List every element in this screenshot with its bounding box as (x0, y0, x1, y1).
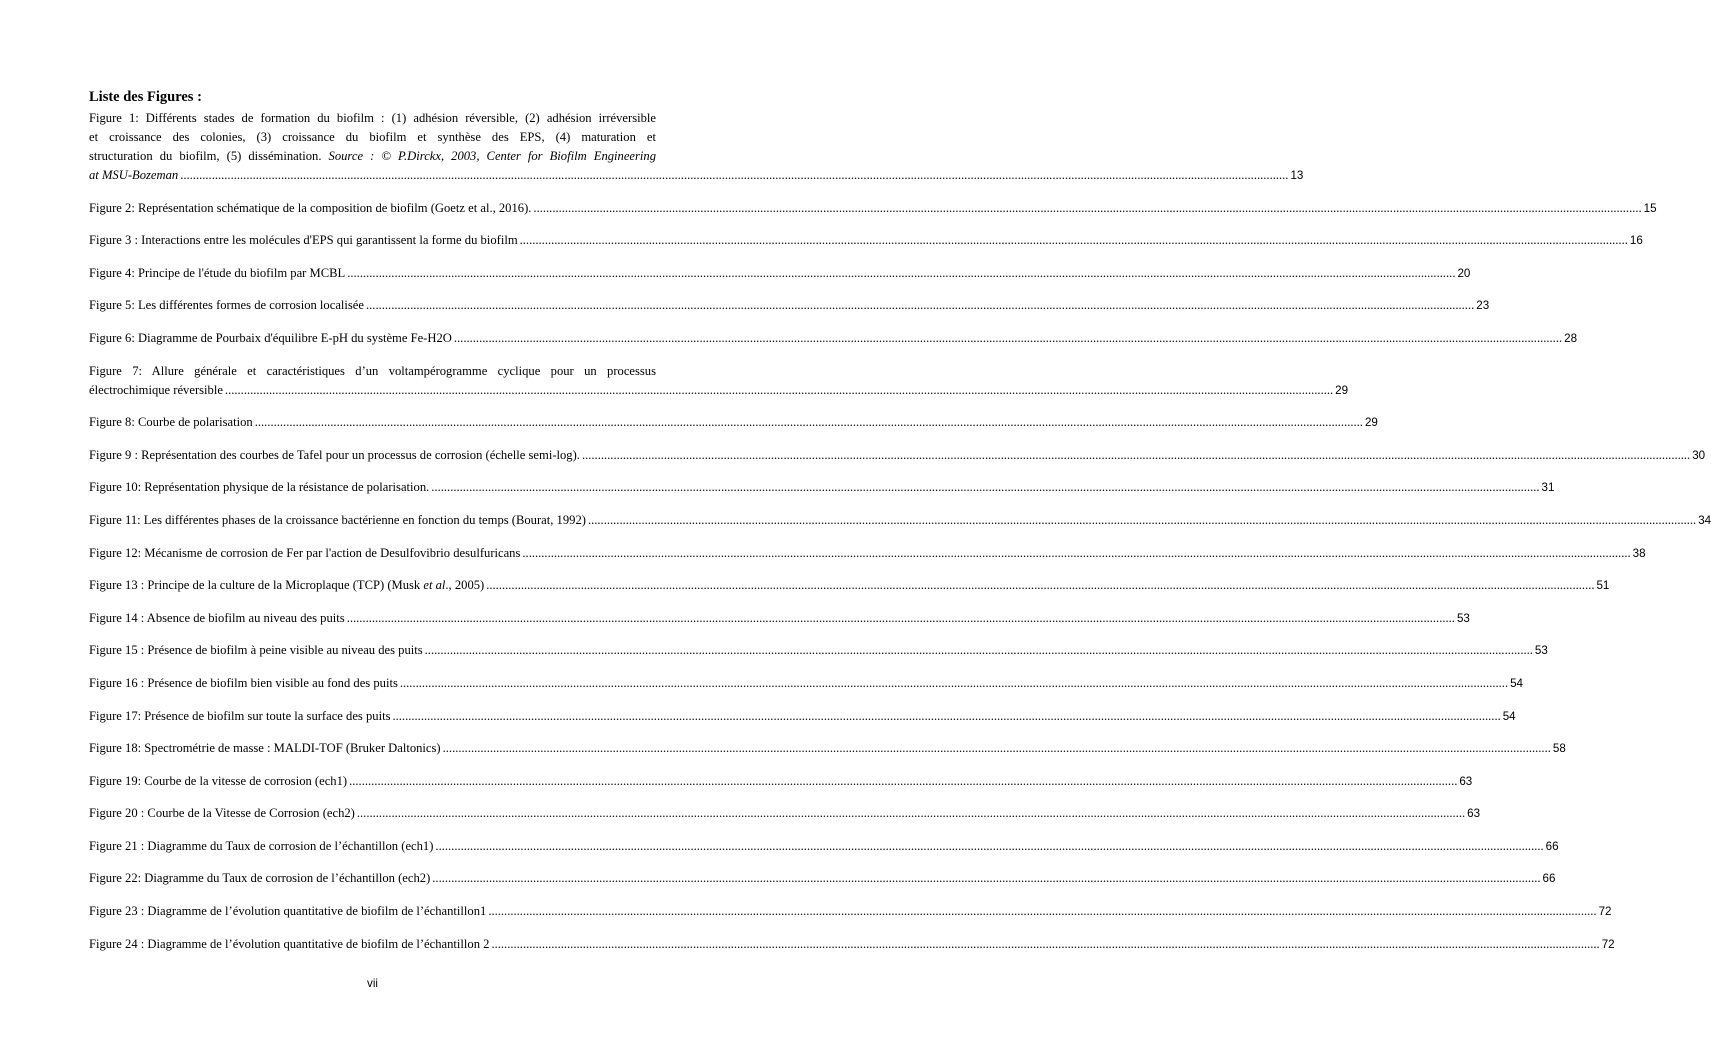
figure-entry-16[interactable] (89, 674, 1523, 693)
figure-entry-11[interactable] (89, 511, 1711, 530)
figure-entry-12[interactable] (89, 544, 1646, 563)
figure-entry-22[interactable] (89, 869, 1556, 888)
figure-entry-text-part: ., 2005) (445, 578, 485, 593)
figure-entry-text: Figure 11: Les différentes phases de la croissance bactérienne en fonction du temps (Bourat, 1992) (89, 512, 586, 527)
page-number: 38 (1632, 546, 1646, 560)
leader-dots (180, 166, 1288, 185)
page-number: 23 (1476, 299, 1490, 313)
figure-entry-line: Figure 7: Allure générale et caractéristiques d’un voltampérogramme cyclique pour un processus (89, 363, 656, 378)
figure-entry-text: Figure 18: Spectrométrie de masse : MALDI-TOF (Bruker Daltonics) (89, 741, 441, 756)
figure-entry-text: Figure 23 : Diagramme de l’évolution quantitative de biofilm de l’échantillon1 (89, 904, 487, 919)
leader-dots (435, 837, 1543, 856)
figure-entry-text: Figure 5: Les différentes formes de corrosion localisée (89, 298, 364, 313)
leader-dots (392, 707, 1500, 726)
figure-entry-19[interactable] (89, 772, 1473, 791)
figure-entry-text: Figure 20 : Courbe de la Vitesse de Corrosion (ech2) (89, 806, 355, 821)
page-number: 53 (1456, 611, 1470, 625)
leader-dots (255, 413, 1363, 432)
figure-entry-text-part: Figure 13 : Principe de la culture de la Microplaque (TCP) (Musk (89, 578, 424, 593)
figure-entry-14[interactable] (89, 609, 1470, 628)
leader-dots (225, 381, 1333, 400)
figure-entry-text (89, 576, 484, 595)
leader-dots (522, 544, 1630, 563)
figure-entry-text: Figure 15 : Présence de biofilm à peine visible au niveau des puits (89, 643, 423, 658)
page-title: Liste des Figures : (89, 89, 202, 105)
figure-entry-source: Source : © P.Dirckx, 2003, Center for Biofilm Engineering (328, 149, 657, 163)
leader-dots (349, 772, 1457, 791)
figure-entry-text: Figure 3 : Interactions entre les molécules d'EPS qui garantissent la forme du biofilm (89, 233, 518, 248)
figure-entry-text: Figure 24 : Diagramme de l’évolution quantitative de biofilm de l’échantillon 2 (89, 936, 490, 951)
figure-entry-line (89, 147, 656, 166)
figure-entry-13[interactable] (89, 576, 1610, 595)
figure-entry-9[interactable] (89, 446, 1706, 465)
figure-entry-text: Figure 9 : Représentation des courbes de Tafel pour un processus de corrosion (échelle semi-log). (89, 447, 580, 462)
page-number: 16 (1629, 234, 1643, 248)
figure-entry-text: électrochimique réversible (89, 382, 223, 397)
page-number: 28 (1564, 331, 1578, 345)
page-number: 15 (1643, 201, 1657, 215)
figure-entry-line: Figure 1: Différents stades de formation du biofilm : (1) adhésion réversible, (2) adhésion irréversible (89, 111, 656, 125)
figure-entry-20[interactable] (89, 804, 1481, 823)
figure-entry-text: Figure 6: Diagramme de Pourbaix d'équilibre E-pH du système Fe-H2O (89, 330, 452, 345)
page-number: 31 (1541, 481, 1555, 495)
figure-entry-text: structuration du biofilm, (5) dissémination. (89, 149, 329, 163)
figure-entry-text: Figure 22: Diagramme du Taux de corrosion de l’échantillon (ech2) (89, 871, 431, 886)
figure-entry-source: at MSU-Bozeman (89, 168, 179, 182)
figure-entry-text: Figure 8: Courbe de polarisation (89, 415, 253, 430)
figure-list (89, 109, 1711, 967)
page-number: 53 (1534, 644, 1548, 658)
page-number: 66 (1545, 839, 1559, 853)
leader-dots (432, 869, 1540, 888)
leader-dots (533, 199, 1641, 218)
page-number: 30 (1692, 448, 1706, 462)
leader-dots (347, 609, 1455, 628)
figure-entry-text: Figure 21 : Diagramme du Taux de corrosion de l’échantillon (ech1) (89, 838, 434, 853)
figure-entry-15[interactable] (89, 641, 1548, 660)
figure-entry-3[interactable] (89, 231, 1643, 250)
leader-dots (520, 231, 1628, 250)
page-number: 29 (1335, 383, 1349, 397)
leader-dots (582, 446, 1690, 465)
page-footer-number: vii (367, 977, 378, 990)
leader-dots (491, 935, 1599, 954)
leader-dots (347, 264, 1455, 283)
leader-dots (443, 739, 1551, 758)
figure-entry-line (89, 166, 1304, 185)
leader-dots (454, 329, 1562, 348)
figure-entry-italic: et al (423, 578, 446, 593)
leader-dots (366, 296, 1474, 315)
page-number: 54 (1510, 676, 1523, 690)
figure-entry-8[interactable] (89, 413, 1378, 432)
page-number: 13 (1290, 169, 1304, 182)
page-number: 66 (1542, 872, 1556, 886)
page-number: 72 (1601, 937, 1615, 951)
figure-entry-text: Figure 16 : Présence de biofilm bien visible au fond des puits (89, 675, 398, 690)
figure-entry-18[interactable] (89, 739, 1566, 758)
leader-dots (588, 511, 1696, 530)
figure-entry-10[interactable] (89, 478, 1555, 497)
leader-dots (357, 804, 1465, 823)
figure-entry-4[interactable] (89, 264, 1471, 283)
figure-entry-1[interactable] (89, 109, 1304, 185)
figure-entry-line: et croissance des colonies, (3) croissance du biofilm et synthèse des EPS, (4) maturation et (89, 130, 656, 144)
figure-entry-24[interactable] (89, 935, 1615, 954)
page-number: 20 (1457, 266, 1471, 280)
figure-entry-23[interactable] (89, 902, 1612, 921)
figure-entry-text: Figure 17: Présence de biofilm sur toute la surface des puits (89, 708, 391, 723)
leader-dots (488, 902, 1596, 921)
figure-entry-text: Figure 4: Principe de l'étude du biofilm par MCBL (89, 265, 346, 280)
figure-entry-text: Figure 14 : Absence de biofilm au niveau des puits (89, 610, 345, 625)
page-number: 63 (1467, 807, 1481, 821)
figure-entry-text: Figure 12: Mécanisme de corrosion de Fer par l'action de Desulfovibrio desulfuricans (89, 545, 521, 560)
page-number: 58 (1552, 742, 1566, 756)
leader-dots (431, 478, 1539, 497)
page-number: 51 (1596, 579, 1610, 593)
figure-entry-6[interactable] (89, 329, 1578, 348)
figure-entry-text: Figure 2: Représentation schématique de la composition de biofilm (Goetz et al., 2016). (89, 200, 532, 215)
figure-entry-text: Figure 10: Représentation physique de la résistance de polarisation. (89, 480, 430, 495)
page-number: 72 (1598, 905, 1612, 919)
leader-dots (425, 641, 1533, 660)
page-number: 29 (1364, 416, 1378, 430)
figure-entry-2[interactable] (89, 199, 1657, 218)
leader-dots (400, 674, 1508, 693)
leader-dots (486, 576, 1594, 595)
page-number: 63 (1459, 774, 1473, 788)
page-number: 54 (1502, 709, 1516, 723)
figure-entry-5[interactable] (89, 296, 1490, 315)
figure-entry-21[interactable] (89, 837, 1559, 856)
figure-entry-text: Figure 19: Courbe de la vitesse de corrosion (ech1) (89, 773, 348, 788)
figure-entry-7[interactable] (89, 362, 1349, 400)
page-number: 34 (1698, 513, 1711, 527)
figure-entry-17[interactable] (89, 707, 1516, 726)
